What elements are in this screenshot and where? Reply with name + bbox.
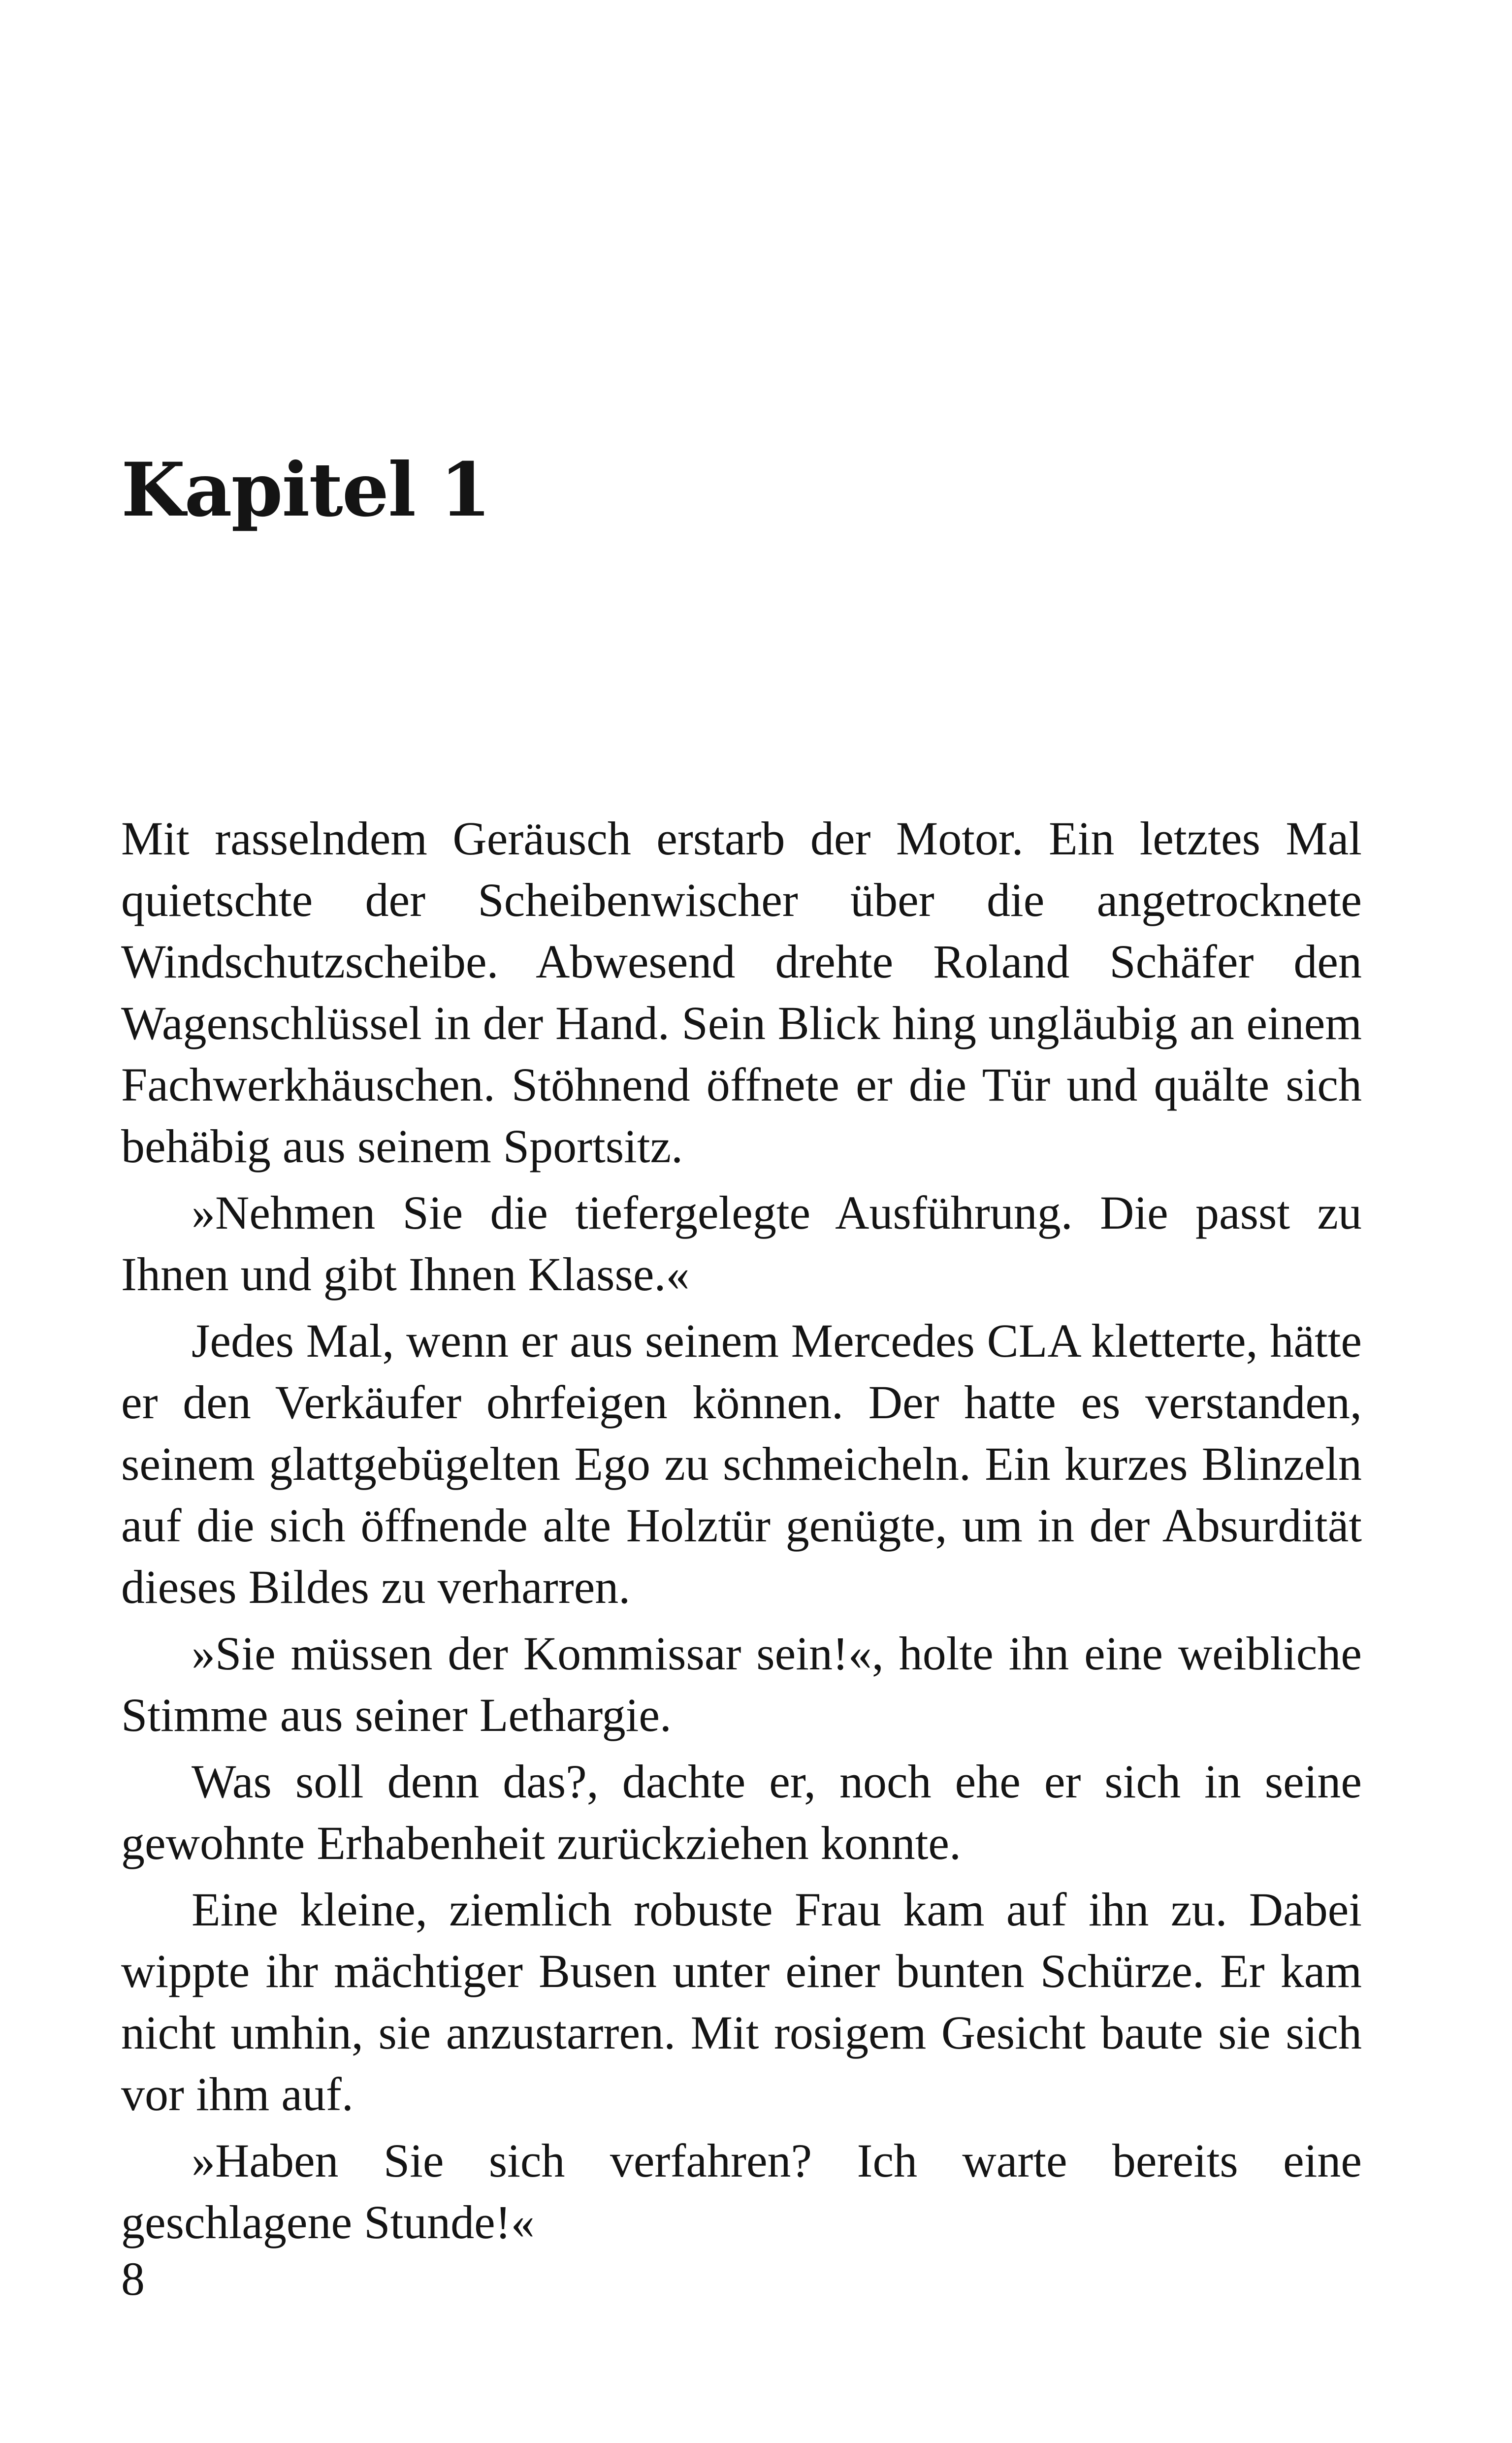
paragraph: »Haben Sie sich verfahren? Ich warte bereits eine geschlagene Stunde!« (121, 2134, 1362, 2248)
chapter-title: Kapitel 1 (121, 447, 490, 533)
page-number: 8 (121, 2252, 145, 2305)
paragraph: Was soll denn das?, dachte er, noch ehe er sich in seine gewohnte Erhabenheit zurückziehen konnte. (121, 1755, 1362, 1869)
paragraph: Eine kleine, ziemlich robuste Frau kam auf ihn zu. Dabei wippte ihr mächtiger Busen unter einer bunten Schürze. Er kam nicht umhin, sie anzustarren. Mit rosigem Gesicht baute sie sich vor ihm auf. (121, 1883, 1362, 2120)
paragraph: »Sie müssen der Kommissar sein!«, holte ihn eine weibliche Stimme aus seiner Lethargie. (121, 1627, 1362, 1741)
paragraph: Mit rasselndem Geräusch erstarb der Motor. Ein letztes Mal quietschte der Scheibenwischer über die angetrocknete Windschutzscheibe. Abwesend drehte Roland Schäfer den Wagenschlüssel in der Hand. Sein Blick hing ungläubig an einem Fachwerkhäuschen. Stöhnend öffnete er die Tür und quälte sich behäbig aus seinem Sportsitz. (121, 812, 1362, 1173)
paragraph: Jedes Mal, wenn er aus seinem Mercedes CLA kletterte, hätte er den Verkäufer ohrfeigen können. Der hatte es verstanden, seinem glattgebügelten Ego zu schmeicheln. Ein kurzes Blinzeln auf die sich öffnende alte Holztür genügte, um in der Absurdität dieses Bildes zu verharren. (121, 1314, 1362, 1613)
chapter-body (121, 808, 1362, 2258)
paragraph: »Nehmen Sie die tiefergelegte Ausführung. Die passt zu Ihnen und gibt Ihnen Klasse.« (121, 1186, 1362, 1301)
